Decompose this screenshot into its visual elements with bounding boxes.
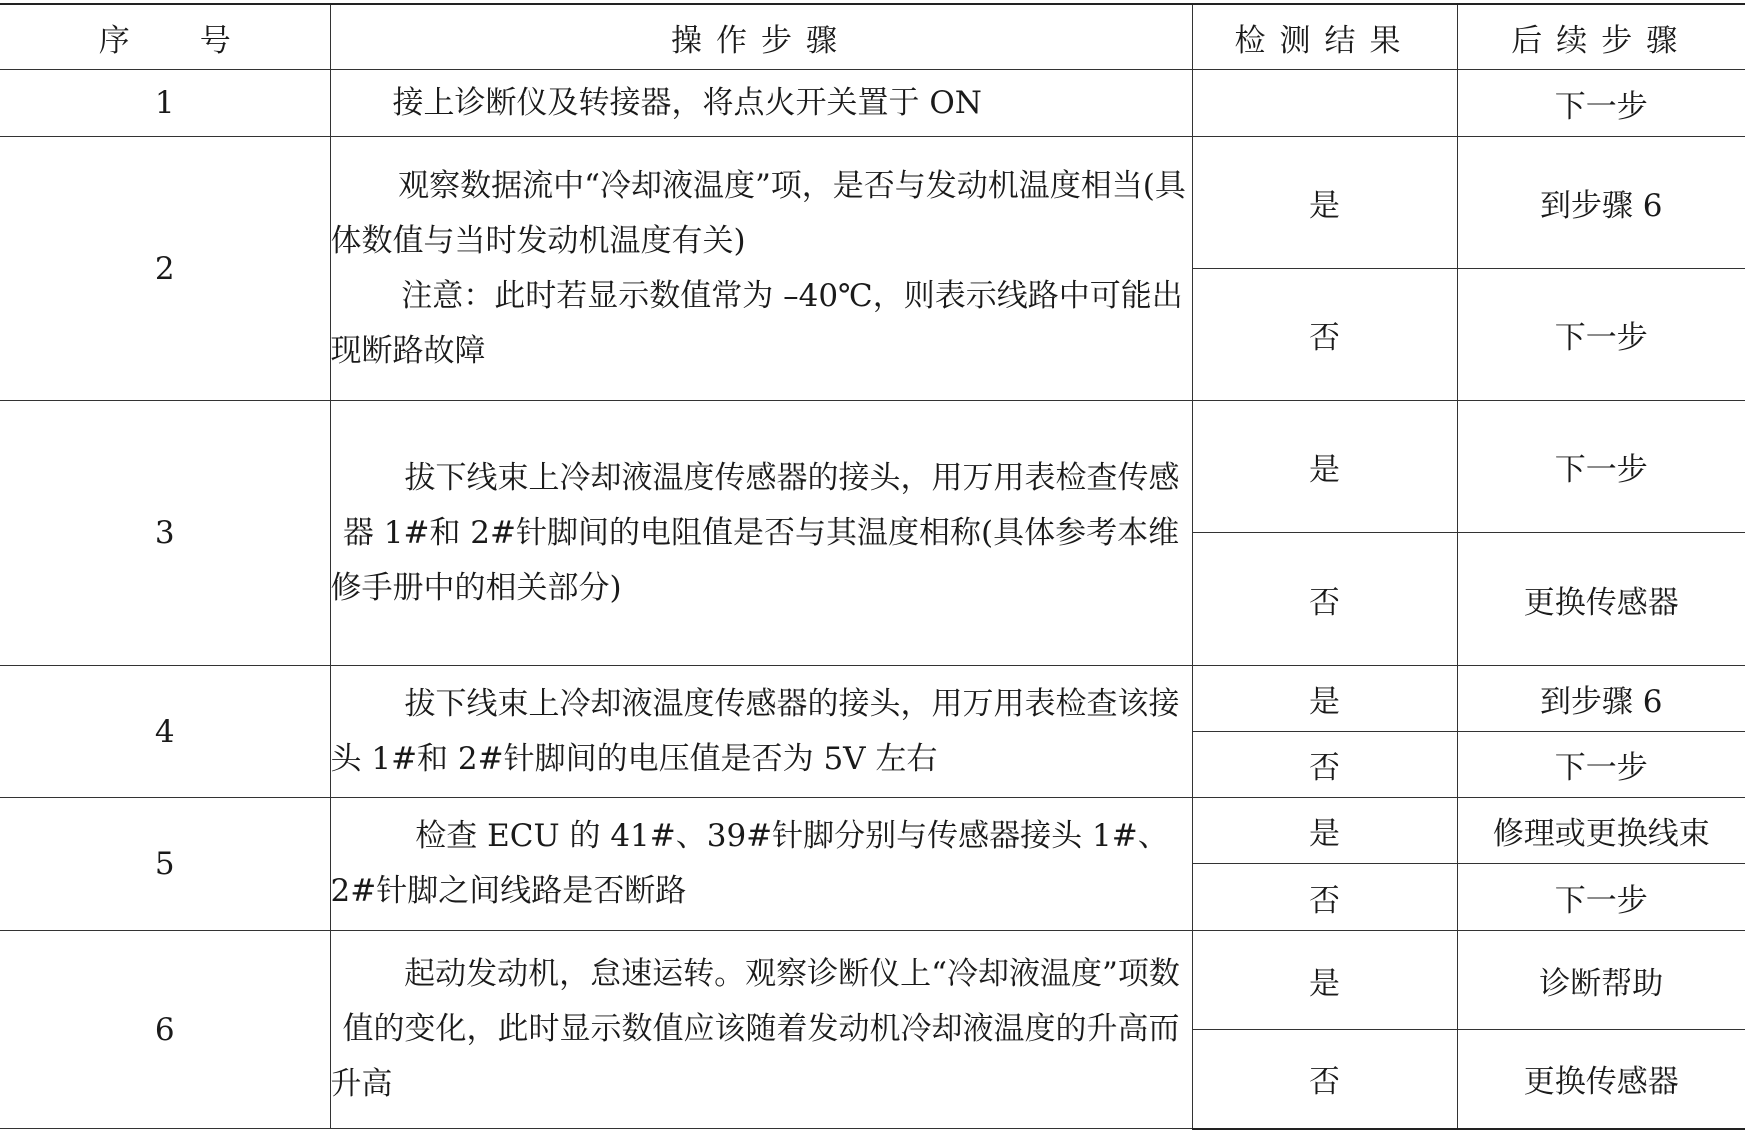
row-number: 3: [0, 401, 330, 666]
header-step: 操作步骤: [330, 4, 1192, 70]
check-result: 否: [1192, 1030, 1457, 1129]
check-result: 否: [1192, 732, 1457, 798]
check-result: 否: [1192, 269, 1457, 401]
operation-step: [330, 401, 1192, 666]
check-result: 是: [1192, 137, 1457, 269]
table-header-row: [0, 4, 1745, 70]
check-result: 是: [1192, 798, 1457, 864]
row-number: 5: [0, 798, 330, 931]
operation-text: 检查 ECU 的 41#、39#针脚分别与传感器接头 1#、2#针脚之间线路是否断路: [330, 818, 1169, 909]
next-step: 下一步: [1457, 732, 1745, 798]
operation-text: 观察数据流中“冷却液温度”项，是否与发动机温度相当(具体数值与当时发动机温度有关): [330, 167, 1186, 259]
next-step: 下一步: [1457, 70, 1745, 137]
table-row: [0, 137, 1745, 269]
operation-step: [330, 70, 1192, 137]
next-step: 更换传感器: [1457, 1030, 1745, 1129]
next-step: 下一步: [1457, 864, 1745, 931]
next-step: 修理或更换线束: [1457, 798, 1745, 864]
row-number: 6: [0, 931, 330, 1129]
table-row: [0, 401, 1745, 533]
next-step: 诊断帮助: [1457, 931, 1745, 1030]
check-result: [1192, 70, 1457, 137]
row-number: 4: [0, 666, 330, 798]
operation-step: [330, 666, 1192, 798]
check-result: 否: [1192, 864, 1457, 931]
header-no: [0, 4, 330, 70]
operation-note: 注意：此时若显示数值常为 –40℃，则表示线路中可能出现断路故障: [330, 277, 1183, 369]
operation-text: 起动发动机，怠速运转。观察诊断仪上“冷却液温度”项数值的变化，此时显示数值应该随着发动机冷却液温度的升高而升高: [330, 956, 1180, 1102]
header-no-left: 序: [98, 22, 130, 59]
next-step: 到步骤 6: [1457, 666, 1745, 732]
operation-step: [330, 798, 1192, 931]
table-row: [0, 931, 1745, 1030]
diagnostic-procedure-table: [0, 3, 1745, 1130]
row-number: 2: [0, 137, 330, 401]
table-row: [0, 666, 1745, 732]
operation-step: [330, 137, 1192, 401]
operation-step: [330, 931, 1192, 1129]
table-row: [0, 70, 1745, 137]
operation-text: 拔下线束上冷却液温度传感器的接头，用万用表检查传感器 1#和 2#针脚间的电阻值是否与其温度相称(具体参考本维修手册中的相关部分): [330, 459, 1180, 606]
table-row: [0, 798, 1745, 864]
header-next: 后续步骤: [1457, 4, 1745, 70]
check-result: 是: [1192, 401, 1457, 533]
next-step: 到步骤 6: [1457, 137, 1745, 269]
next-step: 下一步: [1457, 401, 1745, 533]
check-result: 是: [1192, 931, 1457, 1030]
next-step: 更换传感器: [1457, 533, 1745, 666]
check-result: 否: [1192, 533, 1457, 666]
operation-text: 接上诊断仪及转接器，将点火开关置于 ON: [392, 84, 982, 121]
row-number: 1: [0, 70, 330, 137]
next-step: 下一步: [1457, 269, 1745, 401]
operation-text: 拔下线束上冷却液温度传感器的接头，用万用表检查该接头 1#和 2#针脚间的电压值是否为 5V 左右: [330, 685, 1180, 777]
header-result: 检测结果: [1192, 4, 1457, 70]
header-no-right: 号: [199, 22, 231, 59]
check-result: 是: [1192, 666, 1457, 732]
